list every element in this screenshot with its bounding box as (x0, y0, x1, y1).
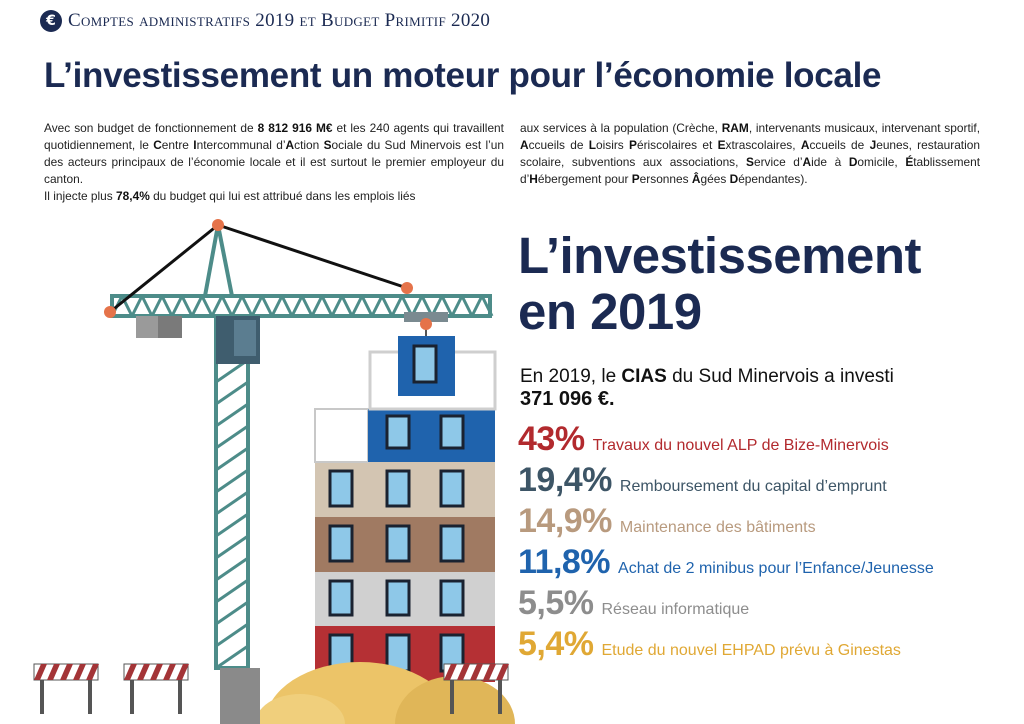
header (40, 10, 490, 32)
crane-jib-brace (212, 296, 222, 316)
crane-jib-brace (362, 296, 372, 316)
investment-label: Etude du nouvel EHPAD prévu à Ginestas (601, 642, 901, 659)
investment-summary (520, 366, 894, 410)
main-title: L’investissement un moteur pour l’économie locale (44, 56, 882, 95)
crane-jib-brace (182, 296, 192, 316)
crane-mast-brace (216, 602, 248, 624)
intro-text-segment: Il injecte plus (44, 189, 117, 203)
intro-text-segment: ervice d’ (753, 155, 803, 169)
crane-jib-brace (342, 296, 352, 316)
investment-label: Maintenance des bâtiments (619, 519, 816, 536)
crane-mast-brace (216, 580, 248, 602)
investment-item (518, 625, 934, 666)
crane-jib-brace (242, 296, 252, 316)
intro-text-segment: tablissement d’ (520, 155, 981, 186)
intro-text-segment: A (520, 138, 529, 152)
barrier-leg (450, 680, 454, 714)
crane-jib-brace (262, 296, 272, 316)
intro-text-segment: E (717, 138, 726, 152)
investment-percent: 14,9% (518, 502, 612, 540)
investment-breakdown (518, 420, 934, 666)
crane-joint (212, 219, 224, 231)
intro-text-segment: ériscolaires et (636, 138, 718, 152)
building-floor-open (315, 409, 368, 462)
crane-jib-brace (132, 296, 142, 316)
summary-prefix: En 2019, le (520, 366, 622, 387)
crane-mast-brace (216, 404, 248, 426)
intro-text-segment: ntercommunal d’ (196, 138, 286, 152)
investment-item (518, 584, 934, 625)
crane-mast-brace (216, 492, 248, 514)
barrier-leg (130, 680, 134, 714)
intro-text-segment: A (285, 138, 295, 152)
intro-text-segment: entre (161, 138, 194, 152)
intro-text-segment: ccueils de (528, 138, 589, 152)
crane-cabin-window (234, 320, 256, 356)
intro-text-segment: gées (700, 172, 730, 186)
building-window (330, 471, 352, 506)
crane-jib-brace (472, 296, 482, 316)
header-title: Comptes administratifs 2019 et Budget Primitif 2020 (68, 10, 491, 31)
crane-counterweight (158, 316, 182, 338)
crane-jib-brace (202, 296, 212, 316)
investment-item (518, 502, 934, 543)
building-window (441, 581, 463, 615)
crane-jib-brace (152, 296, 162, 316)
investment-percent: 5,4% (518, 625, 594, 663)
crane-jib-brace (332, 296, 342, 316)
investment-item (518, 420, 934, 461)
intro-text-segment: ccueils de (809, 138, 870, 152)
crane-jib-brace (142, 296, 152, 316)
amount-suffix: . (608, 388, 615, 410)
intro-text-segment: ébergement pour (537, 172, 632, 186)
barrier-leg (88, 680, 92, 714)
intro-text-segment: H (529, 172, 538, 186)
intro-text-segment: xtrascolaires, (725, 138, 801, 152)
investment-label: Réseau informatique (601, 601, 750, 618)
crane-mast-brace (216, 470, 248, 492)
intro-text-segment: I (193, 138, 197, 152)
crane-tower-head (205, 225, 232, 296)
section-title (518, 228, 921, 340)
crane-jib-brace (222, 296, 232, 316)
building-window (441, 471, 463, 506)
intro-text-segment: 8 812 916 M€ (257, 121, 333, 135)
intro-text-segment: du budget qui lui est attribué dans les emplois liés (149, 189, 416, 203)
intro-text-segment: eunes, restauration scolaire, subventions aux associations, (520, 138, 980, 169)
crane-jib-brace (352, 296, 362, 316)
section-title-line1: L’investissement (518, 227, 922, 284)
euro-icon: € (40, 10, 62, 32)
crane-jib-brace (192, 296, 202, 316)
intro-text-segment: Â (691, 172, 701, 186)
investment-percent: 43% (518, 420, 585, 458)
intro-paragraph (44, 120, 504, 188)
intro-right-column (520, 120, 980, 188)
crane-jib-brace (162, 296, 172, 316)
crane-jib-brace (272, 296, 282, 316)
intro-text-segment: C (153, 138, 162, 152)
crane-jib-brace (232, 296, 242, 316)
investment-amount: 371 096 € (520, 388, 609, 410)
building-window (414, 346, 436, 382)
investment-label: Achat de 2 minibus pour l’Enfance/Jeunesse (618, 560, 934, 577)
intro-text-segment: et les 240 agents qui travaillent quotidiennement, le (44, 121, 504, 152)
intro-text-segment: S (746, 155, 754, 169)
building-window (441, 526, 463, 561)
intro-text-segment: oisirs (596, 138, 630, 152)
intro-paragraph (44, 188, 504, 205)
intro-text-segment: S (323, 138, 332, 152)
intro-text-segment: P (629, 138, 637, 152)
building-window (330, 526, 352, 561)
intro-text-segment: L (588, 138, 596, 152)
crane-mast-brace (216, 448, 248, 470)
building-window (441, 416, 463, 448)
investment-label: Travaux du nouvel ALP de Bize-Minervois (592, 437, 889, 454)
crane-joint (104, 306, 116, 318)
building-window (330, 581, 352, 615)
section-title-line2: en 2019 (518, 283, 702, 340)
crane-jib-brace (312, 296, 322, 316)
intro-text-segment: , intervenants musicaux, intervenant sportif, (748, 121, 980, 135)
building-window (387, 526, 409, 561)
intro-text-segment: 78,4% (116, 189, 150, 203)
crane-jib-brace (462, 296, 472, 316)
barrier-leg (498, 680, 502, 714)
investment-label: Remboursement du capital d’emprunt (619, 478, 887, 495)
intro-text-segment: D (729, 172, 739, 186)
crane-mast-brace (216, 382, 248, 404)
crane-jib-brace (452, 296, 462, 316)
crane-mast-brace (216, 558, 248, 580)
crane-joint (420, 318, 432, 330)
crane-jib-brace (392, 296, 402, 316)
crane-mast-brace (216, 426, 248, 448)
investment-item (518, 461, 934, 502)
building-window (387, 416, 409, 448)
intro-text-segment: ociale du Sud Minervois est l’un des acteurs principaux de l’économie locale et il est surtout le premier employeur du canton. (44, 138, 505, 186)
summary-suffix: du Sud Minervois a investi (666, 366, 894, 387)
intro-text-segment: ide à (811, 155, 849, 169)
crane-base (220, 668, 260, 724)
crane-mast-brace (216, 646, 248, 668)
intro-left-column (44, 120, 504, 205)
investment-percent: 5,5% (518, 584, 594, 622)
crane-mast-brace (216, 624, 248, 646)
crane-jib-brace (292, 296, 302, 316)
intro-text-segment: ction (294, 138, 324, 152)
crane-mast (216, 316, 248, 668)
intro-text-segment: P (631, 172, 640, 186)
intro-text-segment: J (869, 138, 877, 152)
building-window (387, 471, 409, 506)
crane-jib-brace (172, 296, 182, 316)
barrier-leg (40, 680, 44, 714)
intro-text-segment: aux services à la population (Crèche, (520, 121, 722, 135)
crane-mast-brace (216, 514, 248, 536)
intro-paragraph (520, 120, 980, 188)
building-window (387, 581, 409, 615)
crane-jib-brace (302, 296, 312, 316)
intro-text-segment: D (848, 155, 858, 169)
crane-jib-brace (282, 296, 292, 316)
crane-jib-brace (372, 296, 382, 316)
intro-text-segment: RAM (721, 121, 749, 135)
investment-percent: 11,8% (518, 543, 611, 581)
intro-text-segment: épendantes). (738, 172, 808, 186)
investment-percent: 19,4% (518, 461, 612, 499)
crane-jib-brace (382, 296, 392, 316)
crane-jib-brace (322, 296, 332, 316)
investment-item (518, 543, 934, 584)
intro-text-segment: Avec son budget de fonctionnement de (44, 121, 258, 135)
crane-mast-brace (216, 536, 248, 558)
intro-text-segment: É (905, 155, 914, 169)
crane-jib-brace (252, 296, 262, 316)
intro-text-segment: ersonnes (639, 172, 692, 186)
intro-text-segment: A (800, 138, 810, 152)
summary-bold: CIAS (621, 366, 667, 387)
barrier-leg (178, 680, 182, 714)
intro-text-segment: A (802, 155, 812, 169)
crane-joint (401, 282, 413, 294)
intro-text-segment: omicile, (857, 155, 906, 169)
